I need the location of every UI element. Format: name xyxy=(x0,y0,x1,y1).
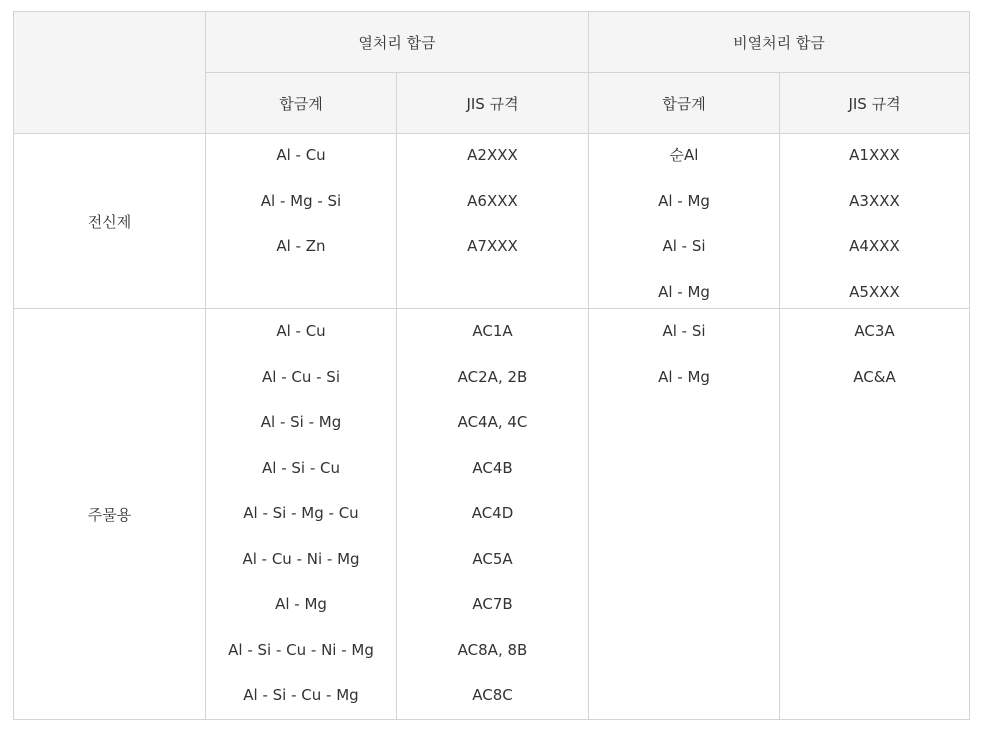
casting-nonheat-jis-list xyxy=(779,320,970,411)
jis-code: AC4A, 4C xyxy=(457,413,528,431)
wrought-nonheat-alloy-list xyxy=(588,144,780,326)
alloy-system: Al - Mg - Si xyxy=(260,191,342,210)
alloy-system: Al - Si - Cu - Mg xyxy=(243,686,359,704)
jis-code: A4XXX xyxy=(849,237,900,255)
jis-code: AC5A xyxy=(472,549,513,568)
alloy-system: Al - Si - Mg xyxy=(260,413,342,431)
alloy-system: Al - Zn xyxy=(276,237,326,255)
jis-code: AC8A, 8B xyxy=(457,640,528,659)
alloy-system: Al - Si - Cu xyxy=(262,458,340,477)
jis-code: A5XXX xyxy=(849,282,900,301)
casting-heat-jis-list xyxy=(396,320,589,730)
alloy-system: Al - Mg xyxy=(658,282,710,301)
jis-code: AC1A xyxy=(472,322,513,340)
jis-code: AC2A, 2B xyxy=(457,367,528,386)
alloy-system: 순Al xyxy=(669,146,699,164)
jis-code: A1XXX xyxy=(849,146,900,164)
header-nonheat-alloy-system: 합금계 xyxy=(588,72,780,134)
alloy-system: Al - Si xyxy=(662,322,706,340)
category-wrought: 전신제 xyxy=(13,133,206,309)
alloy-system: Al - Si xyxy=(662,237,706,255)
wrought-nonheat-jis-list xyxy=(779,144,970,326)
header-nonheat-jis: JIS 규격 xyxy=(779,72,970,134)
alloy-system: Al - Cu xyxy=(276,322,326,340)
jis-code: A3XXX xyxy=(849,191,900,210)
jis-code: A2XXX xyxy=(467,146,518,164)
wrought-heat-jis-list xyxy=(396,144,589,281)
corner-header-cell xyxy=(13,11,206,134)
wrought-heat-alloy-list xyxy=(205,144,397,281)
jis-code: AC7B xyxy=(472,595,513,613)
jis-code: A7XXX xyxy=(467,237,518,255)
casting-nonheat-alloy-list xyxy=(588,320,780,411)
header-non-heat-treated: 비열처리 합금 xyxy=(588,11,970,73)
jis-code: AC4B xyxy=(472,458,513,477)
alloy-system: Al - Mg xyxy=(658,367,710,386)
alloy-system: Al - Mg xyxy=(275,595,327,613)
casting-heat-alloy-list xyxy=(205,320,397,730)
alloy-system: Al - Mg xyxy=(658,191,710,210)
alloy-table xyxy=(13,11,970,720)
alloy-system: Al - Cu - Si xyxy=(262,367,340,386)
jis-code: AC3A xyxy=(854,322,895,340)
header-heat-alloy-system: 합금계 xyxy=(205,72,397,134)
jis-code: AC8C xyxy=(472,686,513,704)
alloy-system: Al - Cu - Ni - Mg xyxy=(242,549,360,568)
header-heat-jis: JIS 규격 xyxy=(396,72,589,134)
jis-code: AC4D xyxy=(471,504,514,522)
category-casting: 주물용 xyxy=(13,308,206,720)
jis-code: A6XXX xyxy=(467,191,518,210)
alloy-system: Al - Cu xyxy=(276,146,326,164)
header-heat-treated: 열처리 합금 xyxy=(205,11,589,73)
alloy-system: Al - Si - Cu - Ni - Mg xyxy=(228,640,374,659)
alloy-system: Al - Si - Mg - Cu xyxy=(243,504,359,522)
jis-code: AC&A xyxy=(853,367,896,386)
